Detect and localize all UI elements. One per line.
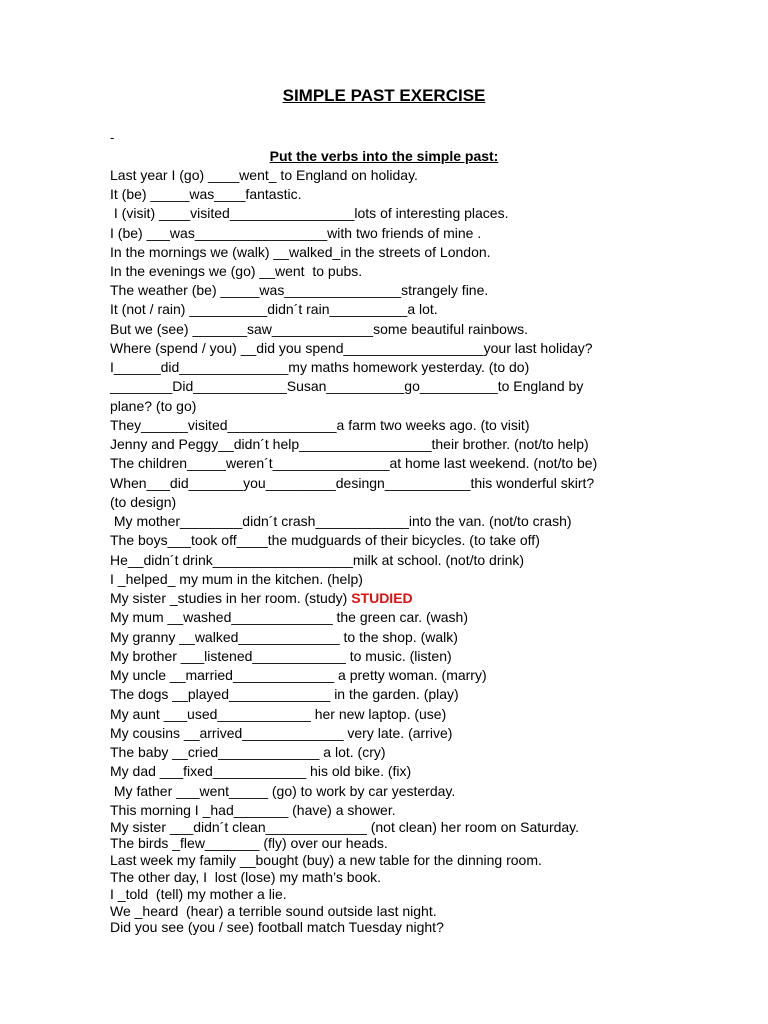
exercise-line: When___did_______you_________desingn___________this wonderful skirt? [110,475,595,491]
exercise-line: My granny __walked_____________ to the shop. (walk) [110,629,458,645]
exercise-line: The weather (be) _____was_______________strangely fine. [110,282,489,298]
exercise-line: My dad ___fixed____________ his old bike. (fix) [110,763,412,779]
exercise-line: (to design) [110,494,177,510]
exercise-line: My sister ___didn´t clean_____________ (not clean) her room on Saturday. [110,819,580,835]
exercise-line: I (be) ___was_________________with two friends of mine . [110,225,482,241]
exercise-line: It (be) _____was____fantastic. [110,186,302,202]
exercise-line: The dogs __played_____________ in the garden. (play) [110,686,459,702]
instructions: Put the verbs into the simple past: [269,148,499,164]
exercise-line: Where (spend / you) __did you spend__________________your last holiday? [110,340,593,356]
exercise-line-with-answer [110,589,413,607]
exercise-line: In the mornings we (walk) __walked_in the streets of London. [110,244,491,260]
exercise-line: The other day, I lost (lose) my math’s book. [110,869,382,885]
exercise-line: I (visit) ____visited________________lots of interesting places. [110,205,509,221]
page-title: SIMPLE PAST EXERCISE [282,86,486,105]
exercise-line: My mother________didn´t crash____________into the van. (not/to crash) [110,513,572,529]
exercise-text: My sister _studies in her room. (study) [110,590,352,606]
exercise-line: plane? (to go) [110,398,197,414]
exercise-line: I______did______________my maths homework yesterday. (to do) [110,359,530,375]
exercise-line: Last week my family __bought (buy) a new table for the dinning room. [110,852,542,868]
exercise-line: But we (see) _______saw_____________some beautiful rainbows. [110,321,528,337]
exercise-line: My brother ___listened____________ to music. (listen) [110,648,452,664]
exercise-line: We _heard (hear) a terrible sound outside last night. [110,903,437,919]
exercise-line: My aunt ___used____________ her new laptop. (use) [110,706,447,722]
exercise-line: ________Did____________Susan__________go__________to England by [110,378,584,394]
exercise-line: My mum __washed_____________ the green car. (wash) [110,609,468,625]
exercise-line: I _told (tell) my mother a lie. [110,886,287,902]
exercise-line: Did you see (you / see) football match Tuesday night? [110,919,444,935]
exercise-line: My father ___went_____ (go) to work by car yesterday. [110,783,456,799]
exercise-line: This morning I _had_______ (have) a shower. [110,802,396,818]
dash-marker: - [110,130,115,145]
exercise-line: My cousins __arrived_____________ very late. (arrive) [110,725,453,741]
studied-answer: STUDIED [351,590,413,606]
exercise-line: He__didn´t drink__________________milk at school. (not/to drink) [110,552,525,568]
exercise-line: I _helped_ my mum in the kitchen. (help) [110,571,363,587]
exercise-line: The baby __cried_____________ a lot. (cry) [110,744,386,760]
exercise-line: They______visited______________a farm two weeks ago. (to visit) [110,417,530,433]
exercise-line: My uncle __married_____________ a pretty woman. (marry) [110,667,487,683]
exercise-line: The birds _flew_______ (fly) over our heads. [110,835,388,851]
exercise-line: In the evenings we (go) __went to pubs. [110,263,363,279]
exercise-line: The children_____weren´t_______________at home last weekend. (not/to be) [110,455,598,471]
exercise-line: The boys___took off____the mudguards of their bicycles. (to take off) [110,532,540,548]
exercise-line: Last year I (go) ____went_ to England on holiday. [110,167,418,183]
exercise-line: Jenny and Peggy__didn´t help_________________their brother. (not/to help) [110,436,589,452]
exercise-line: It (not / rain) __________didn´t rain__________a lot. [110,301,438,317]
